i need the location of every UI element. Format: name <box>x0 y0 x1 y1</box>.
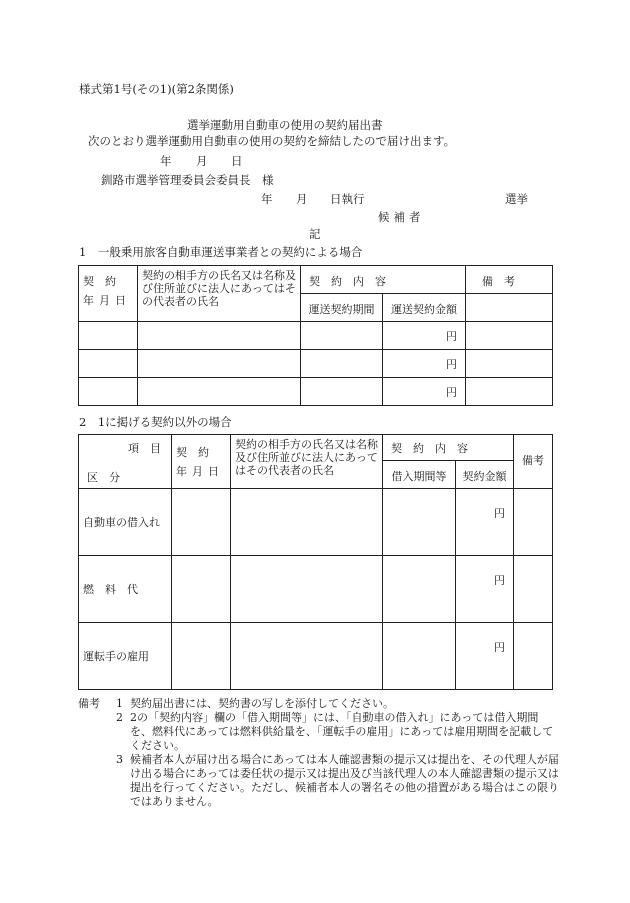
row-label: 運転手の雇用 <box>79 623 172 690</box>
date-year: 年 <box>160 154 172 168</box>
notes-label: 備考 <box>78 697 100 710</box>
form-number: 様式第1号(その1)(第2条関係) <box>79 82 234 96</box>
table-row <box>79 489 553 556</box>
s1-header-remarks: 備 考 <box>466 266 553 294</box>
note-number: 3 <box>116 753 123 766</box>
date-day: 日 <box>231 154 243 168</box>
candidate-label: 候補者 <box>378 210 425 224</box>
section1-heading: 1 一般乗用旅客自動車運送事業者との契約による場合 <box>79 245 363 259</box>
s1-header-date-1: 契 約 <box>83 275 116 288</box>
s2-header-remarks: 備考 <box>514 435 553 489</box>
yen-unit: 円 <box>446 330 457 343</box>
s2-header-content: 契 約 内 容 <box>383 435 514 461</box>
s1-header-blank <box>466 294 553 322</box>
yen-unit: 円 <box>494 507 505 520</box>
row-label: 自動車の借入れ <box>79 489 172 556</box>
s2-header-date <box>172 435 231 489</box>
note-number: 1 <box>116 697 123 710</box>
s1-header-date <box>79 266 138 322</box>
table-row <box>79 556 553 623</box>
document-title: 選挙運動用自動車の使用の契約届出書 <box>187 118 383 132</box>
addressee: 釧路市選挙管理委員会委員長 様 <box>101 173 274 187</box>
s2-header-item: 項 目 <box>128 442 161 455</box>
s1-header-party: 契約の相手方の氏名又は名称及び住所並びに法人にあってはその代表者の氏名 <box>138 266 301 322</box>
table-row <box>79 350 553 378</box>
yen-unit: 円 <box>446 358 457 371</box>
s2-header-date-1: 契 約 <box>176 446 209 459</box>
note-text: 2の「契約内容」欄の「借入期間等」には、「自動車の借入れ」にあっては借入期間を、燃料代にあっては燃料供給量を、「運転手の雇用」にあっては雇用期間を記載してください。 <box>130 711 554 752</box>
table-row <box>79 322 553 350</box>
s2-header-party: 契約の相手方の氏名又は名称及び住所並びに法人にあってはその代表者の氏名 <box>231 435 383 489</box>
section2-heading: 2 1に掲げる契約以外の場合 <box>79 415 232 429</box>
date-month: 月 <box>196 154 208 168</box>
note-text: 候補者本人が届け出る場合にあっては本人確認書類の提示又は提出を、その代理人が届け出る場合にあっては委任状の提示又は提出及び当該代理人の本人確認書類の提示又は提出を行ってください。ただし、候補者本人の署名その他の措置がある場合はこの限りではありません。 <box>130 753 559 808</box>
s1-header-period: 運送契約期間 <box>301 294 383 322</box>
election-day-held: 日執行 <box>330 192 365 206</box>
note-item <box>78 711 560 753</box>
s1-header-amount: 運送契約金額 <box>383 294 466 322</box>
s2-header-item-kubun <box>79 435 172 489</box>
s1-header-content: 契 約 内 容 <box>301 266 466 294</box>
note-text: 契約届出書には、契約書の写しを添付してください。 <box>130 697 394 710</box>
s2-header-amount: 契約金額 <box>456 461 514 489</box>
section2-table <box>78 434 553 690</box>
s2-header-period: 借入期間等 <box>383 461 456 489</box>
note-item <box>78 697 560 711</box>
table-row <box>79 378 553 406</box>
note-number: 2 <box>116 711 123 724</box>
s1-header-date-2: 年月日 <box>83 294 131 307</box>
ki-label: 記 <box>309 227 321 241</box>
notes-section <box>78 697 560 809</box>
yen-unit: 円 <box>446 386 457 399</box>
election-label: 選挙 <box>505 192 528 206</box>
note-item <box>78 753 560 809</box>
election-year: 年 <box>261 192 273 206</box>
yen-unit: 円 <box>494 574 505 587</box>
intro-text: 次のとおり選挙運動用自動車の使用の契約を締結したので届け出ます。 <box>88 134 456 148</box>
row-label: 燃 料 代 <box>79 556 172 623</box>
section1-table <box>78 265 553 406</box>
election-month: 月 <box>296 192 308 206</box>
s2-header-date-2: 年月日 <box>176 465 224 478</box>
yen-unit: 円 <box>494 641 505 654</box>
s2-header-kubun: 区 分 <box>87 471 120 484</box>
table-row <box>79 623 553 690</box>
